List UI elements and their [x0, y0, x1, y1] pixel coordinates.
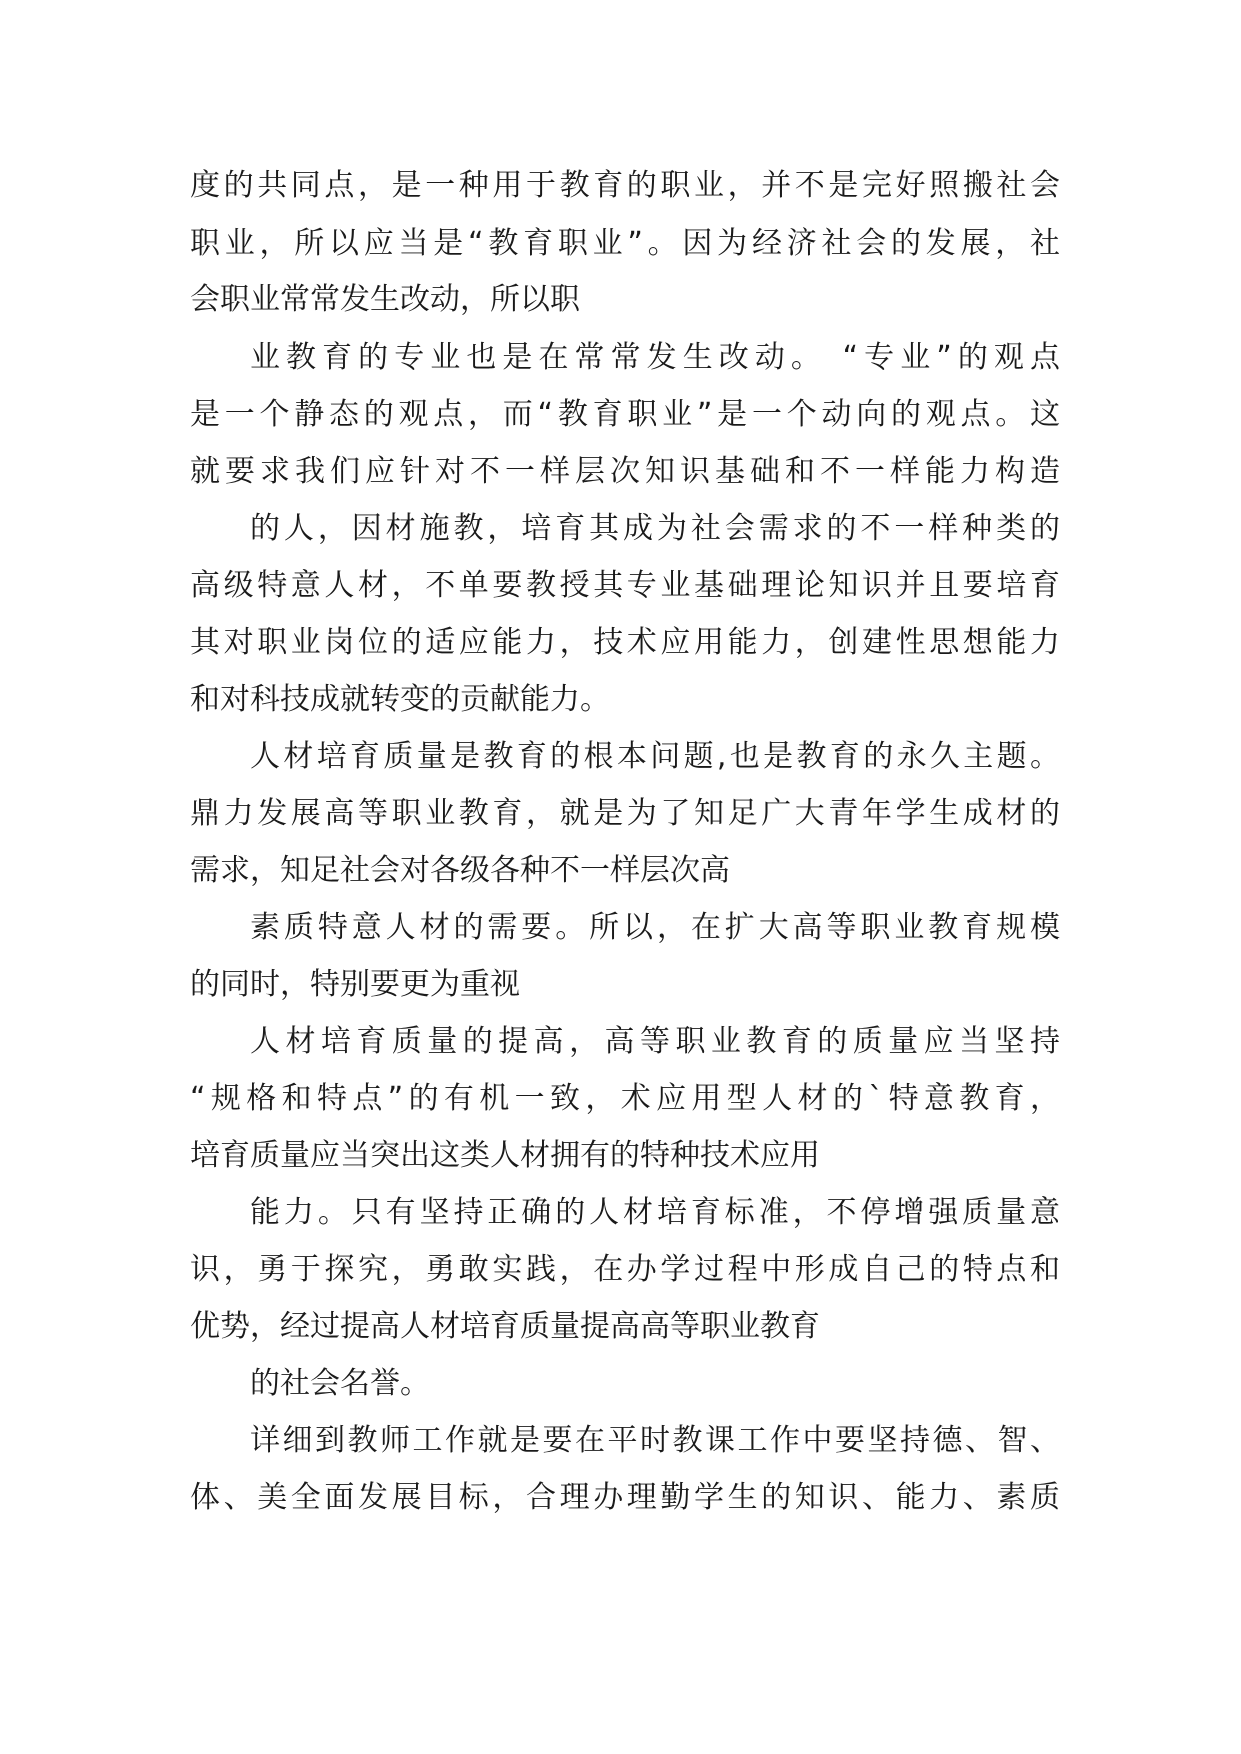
text-line: 培育质量应当突出这类人材拥有的特种技术应用 [190, 1138, 820, 1173]
text-line: 需求，知足社会对各级各种不一样层次高 [190, 853, 730, 888]
text-line: 识，勇于探究，勇敢实践，在办学过程中形成自己的特点和 [190, 1252, 1060, 1287]
text-line: 详细到教师工作就是要在平时教课工作中要坚持德、智、 [250, 1423, 1060, 1458]
text-line: 鼎力发展高等职业教育，就是为了知足广大青年学生成材的 [190, 796, 1060, 831]
text-line: 素质特意人材的需要。所以，在扩大高等职业教育规模 [250, 910, 1060, 945]
text-line: 体、美全面发展目标，合理办理勤学生的知识、能力、素质 [190, 1480, 1060, 1515]
text-line: 人材培育质量的提高，高等职业教育的质量应当坚持 [250, 1024, 1060, 1059]
text-line: 的同时，特别要更为重视 [190, 967, 520, 1002]
text-line: 度的共同点，是一种用于教育的职业，并不是完好照搬社会 [190, 168, 1060, 203]
text-line: 高级特意人材，不单要教授其专业基础理论知识并且要培育 [190, 568, 1060, 603]
text-line: 的社会名誉。 [250, 1366, 430, 1401]
text-line: 能力。只有坚持正确的人材培育标准，不停增强质量意 [250, 1195, 1060, 1230]
text-line: 优势，经过提高人材培育质量提高高等职业教育 [190, 1309, 820, 1344]
text-line: 其对职业岗位的适应能力，技术应用能力，创建性思想能力 [190, 625, 1060, 660]
text-line: “规格和特点”的有机一致，术应用型人材的`特意教育， [190, 1081, 1060, 1116]
text-line: 的人，因材施教，培育其成为社会需求的不一样种类的 [250, 511, 1060, 546]
text-line: 是一个静态的观点，而“教育职业”是一个动向的观点。这 [190, 397, 1060, 432]
text-line: 业教育的专业也是在常常发生改动。 “专业”的观点 [250, 340, 1060, 375]
text-line: 就要求我们应针对不一样层次知识基础和不一样能力构造 [190, 454, 1060, 489]
text-line: 职业，所以应当是“教育职业”。因为经济社会的发展，社 [190, 226, 1060, 261]
text-line: 和对科技成就转变的贡献能力。 [190, 682, 610, 717]
text-line: 人材培育质量是教育的根本问题,也是教育的永久主题。 [250, 739, 1060, 774]
text-line: 会职业常常发生改动，所以职 [190, 282, 580, 317]
